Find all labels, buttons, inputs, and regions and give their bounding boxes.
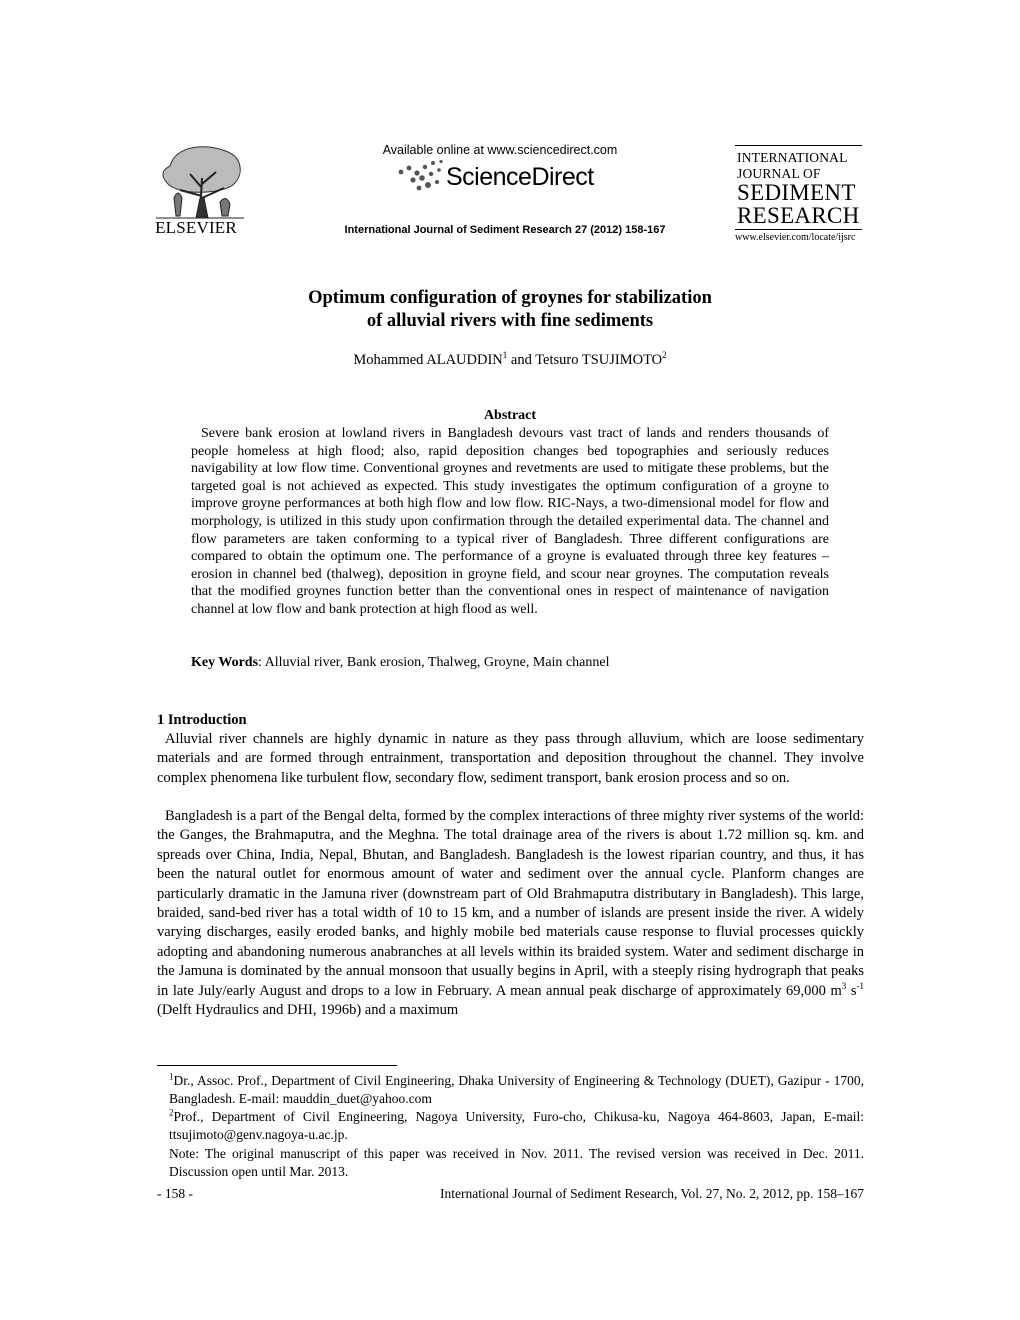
footnote-1 — [157, 1072, 864, 1108]
intro-paragraph-2-b: s — [846, 982, 857, 999]
footnote-1-text: Dr., Assoc. Prof., Department of Civil Engineering, Dhaka University of Engineering & Technology (DUET), Gazipur - 1700, Bangladesh. E-mail: mauddin_duet@yahoo.com — [169, 1073, 864, 1107]
paper-title-line1: Optimum configuration of groynes for stabilization — [308, 288, 712, 308]
footer-citation: International Journal of Sediment Research, Vol. 27, No. 2, 2012, pp. 158–167 — [440, 1186, 864, 1201]
journal-logo-url: www.elsevier.com/locate/ijsrc — [735, 232, 856, 243]
journal-logo-top-rule — [735, 145, 862, 146]
footnote-2-mark: 2 — [169, 1107, 174, 1118]
sciencedirect-wordmark: ScienceDirect — [446, 163, 594, 191]
intro-paragraph-2-c: (Delft Hydraulics and DHI, 1996b) and a maximum — [157, 982, 868, 1019]
journal-logo-bottom-rule — [735, 229, 862, 230]
paper-title-line2: of alluvial rivers with fine sediments — [366, 311, 654, 331]
author-1: Mohammed ALAUDDIN — [353, 352, 503, 368]
author-1-mark: 1 — [502, 350, 508, 361]
journal-logo-line3: SEDIMENT — [737, 180, 856, 205]
keywords-label: Key Words — [191, 655, 259, 670]
footnote-2-text: Prof., Department of Civil Engineering, Nagoya University, Furo-cho, Chikusa-ku, Nagoya 464-8603, Japan, E-mail: ttsujimoto@genv.nagoya-u.ac.jp. — [169, 1109, 864, 1143]
intro-paragraph-2-a: Bangladesh is a part of the Bengal delta, formed by the complex interactions of three mighty river systems of the world: the Ganges, the Brahmaputra, and the Meghna. The total drainage area of the rivers is about 1.72 million sq. km. and spreads over China, India, Nepal, Bhutan, and Bangladesh. Bangladesh is the lowest riparian country, and thus, it has been the natural outlet for enormous amount of water and sediment over the annual cycle. Planform changes are particularly dramatic in the Jamuna river (downstream part of Old Brahmaputra distributary in Bangladesh). This large, braided, sand-bed river has a total width of 10 to 15 km, and a number of islands are present inside the river. A widely varying discharges, easily eroded banks, and highly mobile bed materials cause response to fluvial processes quickly adopting and abandoning numerous anabranches at all levels within its braided system. Water and sediment discharge in the Jamuna is dominated by the annual monsoon that usually begins in April, with a steeply rising hydrograph that peaks in late July/early August and drops to a low in February. A mean annual peak discharge of approximately 69,000 m — [157, 808, 864, 999]
abstract-body: Severe bank erosion at lowland rivers in Bangladesh devours vast tract of lands and renders thousands of people homeless at high flood; also, rapid deposition changes bed topographies and seriously reduces navigability at low flow time. Conventional groynes and revetments are used to mitigate these problems, but the targeted goal is not achieved as expected. This study investigates the optimum configuration of a groyne to improve groyne performances at both high flow and low flow. RIC-Nays, a two-dimensional model for flow and morphology, is utilized in this study upon confirmation through the detailed experimental data. The channel and flow parameters are taken conforming to a typical river of Bangladesh. Three different configurations are compared to obtain the optimum one. The performance of a groyne is evaluated through three key features – erosion in channel bed (thalweg), deposition in groyne field, and scour near groynes. The computation reveals that the modified groynes function better than the conventional ones in respect of maintenance of navigation channel at low flow and bank protection at high flood as well. — [191, 426, 829, 617]
available-online-text: Available online at www.sciencedirect.com — [382, 143, 618, 157]
elsevier-wordmark: ELSEVIER — [155, 218, 237, 237]
keywords-list: : Alluvial river, Bank erosion, Thalweg, Groyne, Main channel — [258, 655, 610, 670]
journal-logo-line4: RESEARCH — [737, 203, 860, 228]
footnote-note: Note: The original manuscript of this paper was received in Nov. 2011. The revised version was received in Dec. 2011. Discussion open until Mar. 2013. — [169, 1146, 864, 1180]
intro-paragraph-2 — [157, 807, 868, 1020]
journal-logo-line2: JOURNAL OF — [737, 166, 821, 181]
intro-paragraph-2-sup1: 3 — [841, 980, 847, 991]
footnote-1-mark: 1 — [169, 1071, 174, 1082]
paper-title — [200, 287, 820, 333]
section-heading-introduction: 1 Introduction — [157, 712, 247, 728]
keywords — [191, 655, 831, 671]
footnote-divider — [157, 1065, 397, 1066]
author-2-mark: 2 — [662, 350, 667, 361]
page-number: - 158 - — [157, 1186, 193, 1201]
journal-logo-line1: INTERNATIONAL — [737, 150, 848, 165]
author-line — [200, 352, 820, 369]
intro-paragraph-1: Alluvial river channels are highly dynamic in nature as they pass through alluvium, which are loose sedimentary materials and are formed through entrainment, transportation and deposition throughout the channel. They involve complex phenomena like turbulent flow, secondary flow, sediment transport, bank erosion process and so on. — [157, 731, 864, 786]
footnote-2 — [157, 1108, 864, 1144]
journal-citation-header: International Journal of Sediment Research 27 (2012) 158-167 — [344, 224, 666, 236]
author-2: Tetsuro TSUJIMOTO — [535, 352, 663, 368]
abstract-heading: Abstract — [483, 408, 537, 423]
author-joiner: and — [507, 352, 536, 368]
intro-paragraph-2-sup2: -1 — [856, 980, 864, 991]
